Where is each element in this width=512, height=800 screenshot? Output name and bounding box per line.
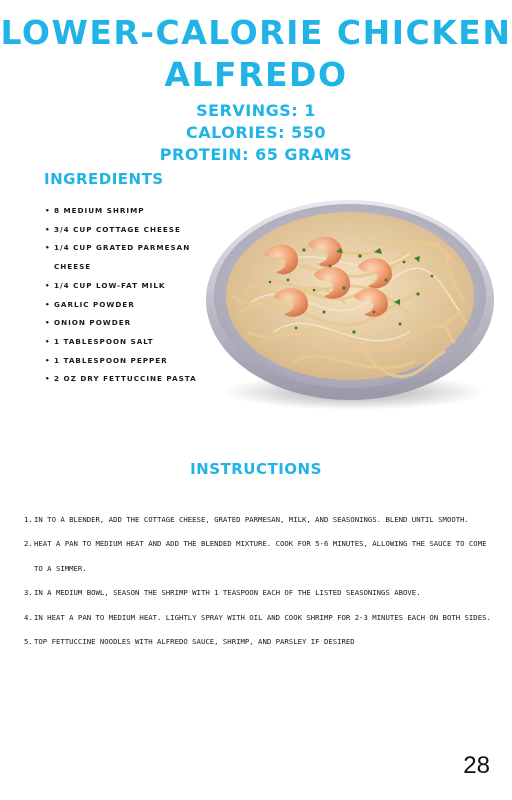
instruction-step [24, 508, 496, 532]
step-number: 2. [24, 539, 33, 549]
instruction-step [24, 630, 496, 654]
ingredient-item: • 8 MEDIUM SHRIMP [44, 202, 204, 221]
protein-text: PROTEIN: 65 GRAMS [159, 145, 353, 164]
step-text: IN A MEDIUM BOWL, SEASON THE SHRIMP WITH 1 TEASPOON EACH OF THE LISTED SEASONINGS ABOVE. [34, 588, 421, 598]
ingredient-item: • 1 TABLESPOON SALT [44, 333, 204, 352]
step-text: IN TO A BLENDER, ADD THE COTTAGE CHEESE, GRATED PARMESAN, MILK, AND SEASONINGS. BLEND UNTIL SMOOTH. [34, 515, 469, 524]
step-text: HEAT A PAN TO MEDIUM HEAT AND ADD THE BLENDED MIXTURE. COOK FOR 5-6 MINUTES, ALLOWING THE SAUCE TO COME TO A SIMMER. [34, 539, 487, 573]
ingredient-item: • 1/4 CUP GRATED PARMESAN CHEESE [44, 239, 204, 276]
instruction-step [24, 581, 496, 605]
step-text: IN HEAT A PAN TO MEDIUM HEAT. LIGHTLY SPRAY WITH OIL AND COOK SHRIMP FOR 2-3 MINUTES EACH ON BOTH SIDES. [34, 612, 491, 622]
step-number: 5. [24, 637, 33, 647]
ingredients-heading: INGREDIENTS [44, 170, 164, 188]
ingredient-item: • 1 TABLESPOON PEPPER [44, 352, 204, 371]
ingredient-item: • 3/4 CUP COTTAGE CHEESE [44, 221, 204, 240]
instructions-list [24, 508, 496, 654]
step-number: 4. [24, 612, 33, 622]
step-number: 1. [24, 515, 33, 524]
servings-text: SERVINGS: 1 [196, 101, 316, 120]
ingredients-list [44, 202, 204, 389]
ingredient-item: • ONION POWDER [44, 314, 204, 333]
ingredient-item: • 2 OZ DRY FETTUCCINE PASTA [44, 370, 204, 389]
ingredient-item: • GARLIC POWDER [44, 296, 204, 315]
instructions-heading: INSTRUCTIONS [190, 460, 322, 478]
instruction-step [24, 532, 496, 581]
recipe-title [0, 12, 512, 96]
dish-photo [204, 192, 496, 414]
nutrition-summary [0, 100, 512, 166]
page-number: 28 [463, 752, 490, 779]
instruction-step [24, 606, 496, 630]
step-number: 3. [24, 588, 33, 598]
step-text: TOP FETTUCCINE NOODLES WITH ALFREDO SAUCE, SHRIMP, AND PARSLEY IF DESIRED [34, 637, 355, 647]
calories-text: CALORIES: 550 [186, 123, 326, 142]
recipe-title-line2: ALFREDO [164, 55, 348, 94]
ingredient-item: • 1/4 CUP LOW-FAT MILK [44, 277, 204, 296]
recipe-title-line1: LOWER-CALORIE CHICKEN [0, 13, 512, 52]
